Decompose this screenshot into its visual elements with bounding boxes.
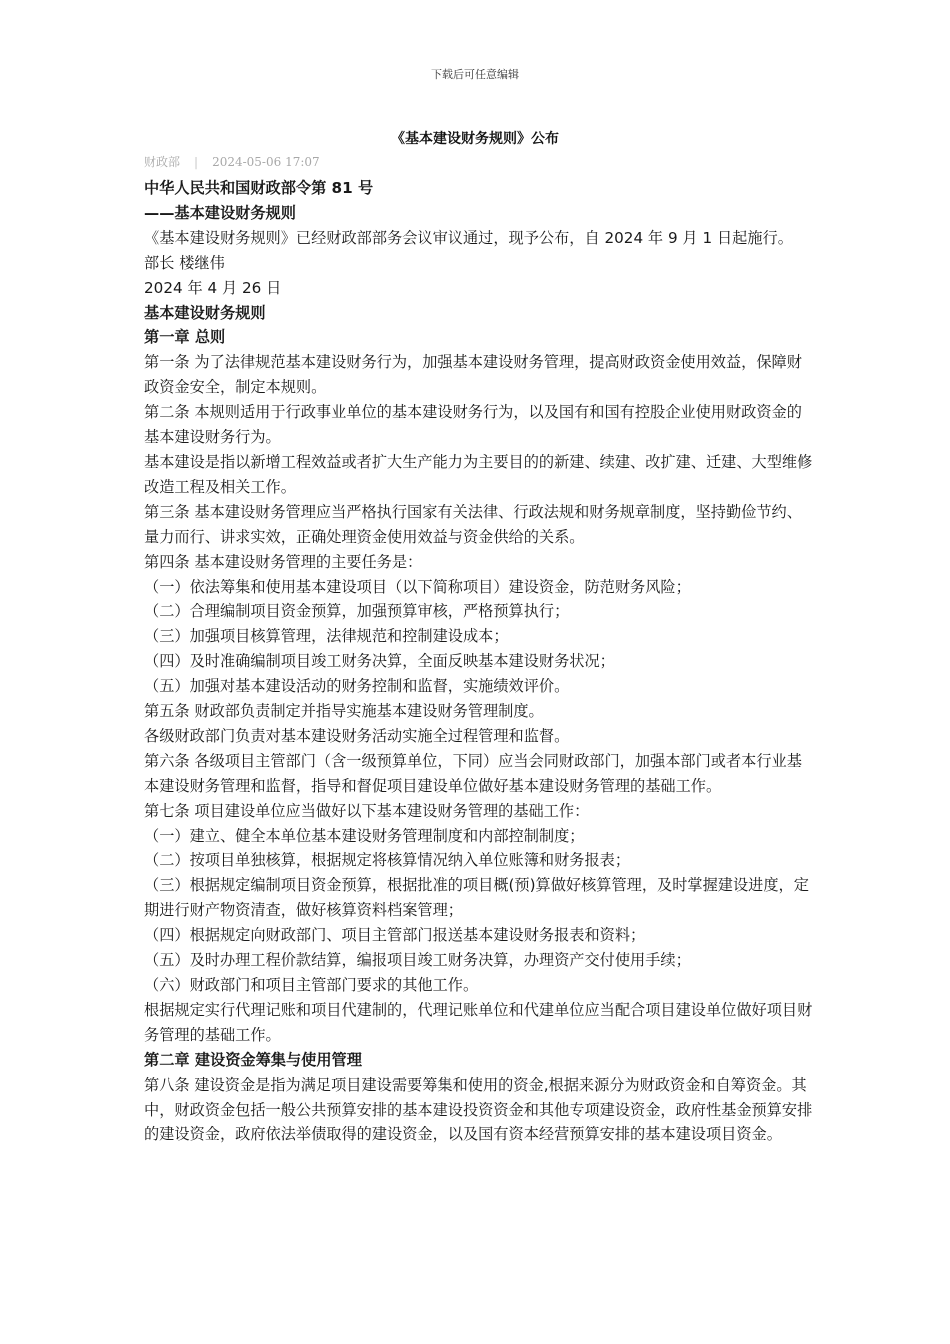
body-paragraph: 第七条 项目建设单位应当做好以下基本建设财务管理的基础工作： <box>144 801 590 820</box>
body-paragraph: 部长 楼继伟 <box>144 253 225 272</box>
body-paragraph: 各级财政部门负责对基本建设财务活动实施全过程管理和监督。 <box>144 726 570 745</box>
section-heading: ——基本建设财务规则 <box>144 203 296 222</box>
body-paragraph: （一）依法筹集和使用基本建设项目（以下简称项目）建设资金，防范财务风险； <box>144 577 691 596</box>
section-heading: 第一章 总则 <box>144 328 226 347</box>
body-paragraph: 《基本建设财务规则》已经财政部部务会议审议通过，现予公布，自 2024 年 9 月 1 日起施行。 <box>144 228 793 247</box>
body-paragraph: （四）根据规定向财政部门、项目主管部门报送基本建设财务报表和资料； <box>144 926 646 945</box>
meta-source: 财政部 <box>144 155 181 169</box>
body-paragraph: （六）财政部门和项目主管部门要求的其他工作。 <box>144 976 479 994</box>
document-body <box>144 176 816 1147</box>
body-paragraph: （一）建立、健全本单位基本建设财务管理制度和内部控制制度； <box>144 826 585 845</box>
meta-datetime: 2024-05-06 17:07 <box>212 155 320 169</box>
body-paragraph: 根据规定实行代理记账和项目代建制的，代理记账单位和代建单位应当配合项目建设单位做好项目财务管理的基础工作。 <box>144 1000 813 1044</box>
body-paragraph: 第五条 财政部负责制定并指导实施基本建设财务管理制度。 <box>144 702 544 721</box>
section-heading: 中华人民共和国财政部令第 81 号 <box>144 179 374 197</box>
body-paragraph: （二）按项目单独核算，根据规定将核算情况纳入单位账簿和财务报表； <box>144 851 630 870</box>
body-paragraph: 第三条 基本建设财务管理应当严格执行国家有关法律、行政法规和财务规章制度，坚持勤俭节约、量力而行、讲求实效，正确处理资金使用效益与资金供给的关系。 <box>144 502 802 546</box>
body-paragraph: （五）加强对基本建设活动的财务控制和监督，实施绩效评价。 <box>144 677 570 696</box>
section-heading: 基本建设财务规则 <box>144 303 266 322</box>
meta-separator: | <box>194 155 199 169</box>
section-heading: 第二章 建设资金筹集与使用管理 <box>144 1050 362 1069</box>
body-paragraph: 基本建设是指以新增工程效益或者扩大生产能力为主要目的的新建、续建、改扩建、迁建、大型维修改造工程及相关工作。 <box>144 452 813 496</box>
body-paragraph: 第一条 为了法律规范基本建设财务行为，加强基本建设财务管理，提高财政资金使用效益，保障财政资金安全，制定本规则。 <box>144 353 802 397</box>
body-paragraph: 第四条 基本建设财务管理的主要任务是： <box>144 552 423 571</box>
body-paragraph: （四）及时准确编制项目竣工财务决算，全面反映基本建设财务状况； <box>144 652 615 671</box>
document-meta <box>144 153 320 170</box>
body-paragraph: 第八条 建设资金是指为满足项目建设需要筹集和使用的资金,根据来源分为财政资金和自筹资金。其中，财政资金包括一般公共预算安排的基本建设投资资金和其他专项建设资金，政府性基金预算安排的建设资金，政府依法举债取得的建设资金，以及国有资本经营预算安排的基本建设项目资金。 <box>144 1075 813 1144</box>
page-header-note: 下载后可任意编辑 <box>431 68 519 81</box>
body-paragraph: （二）合理编制项目资金预算，加强预算审核，严格预算执行； <box>144 602 570 621</box>
body-paragraph: 第六条 各级项目主管部门（含一级预算单位，下同）应当会同财政部门，加强本部门或者本行业基本建设财务管理和监督，指导和督促项目建设单位做好基本建设财务管理的基础工作。 <box>144 751 802 795</box>
body-paragraph: （三）根据规定编制项目资金预算，根据批准的项目概(预)算做好核算管理，及时掌握建设进度，定期进行财产物资清查，做好核算资料档案管理； <box>144 876 809 920</box>
body-paragraph: 第二条 本规则适用于行政事业单位的基本建设财务行为，以及国有和国有控股企业使用财政资金的基本建设财务行为。 <box>144 403 802 447</box>
body-paragraph: 2024 年 4 月 26 日 <box>144 278 282 297</box>
body-paragraph: （三）加强项目核算管理，法律规范和控制建设成本； <box>144 627 509 646</box>
document-title: 《基本建设财务规则》公布 <box>391 131 559 147</box>
body-paragraph: （五）及时办理工程价款结算，编报项目竣工财务决算，办理资产交付使用手续； <box>144 951 691 970</box>
